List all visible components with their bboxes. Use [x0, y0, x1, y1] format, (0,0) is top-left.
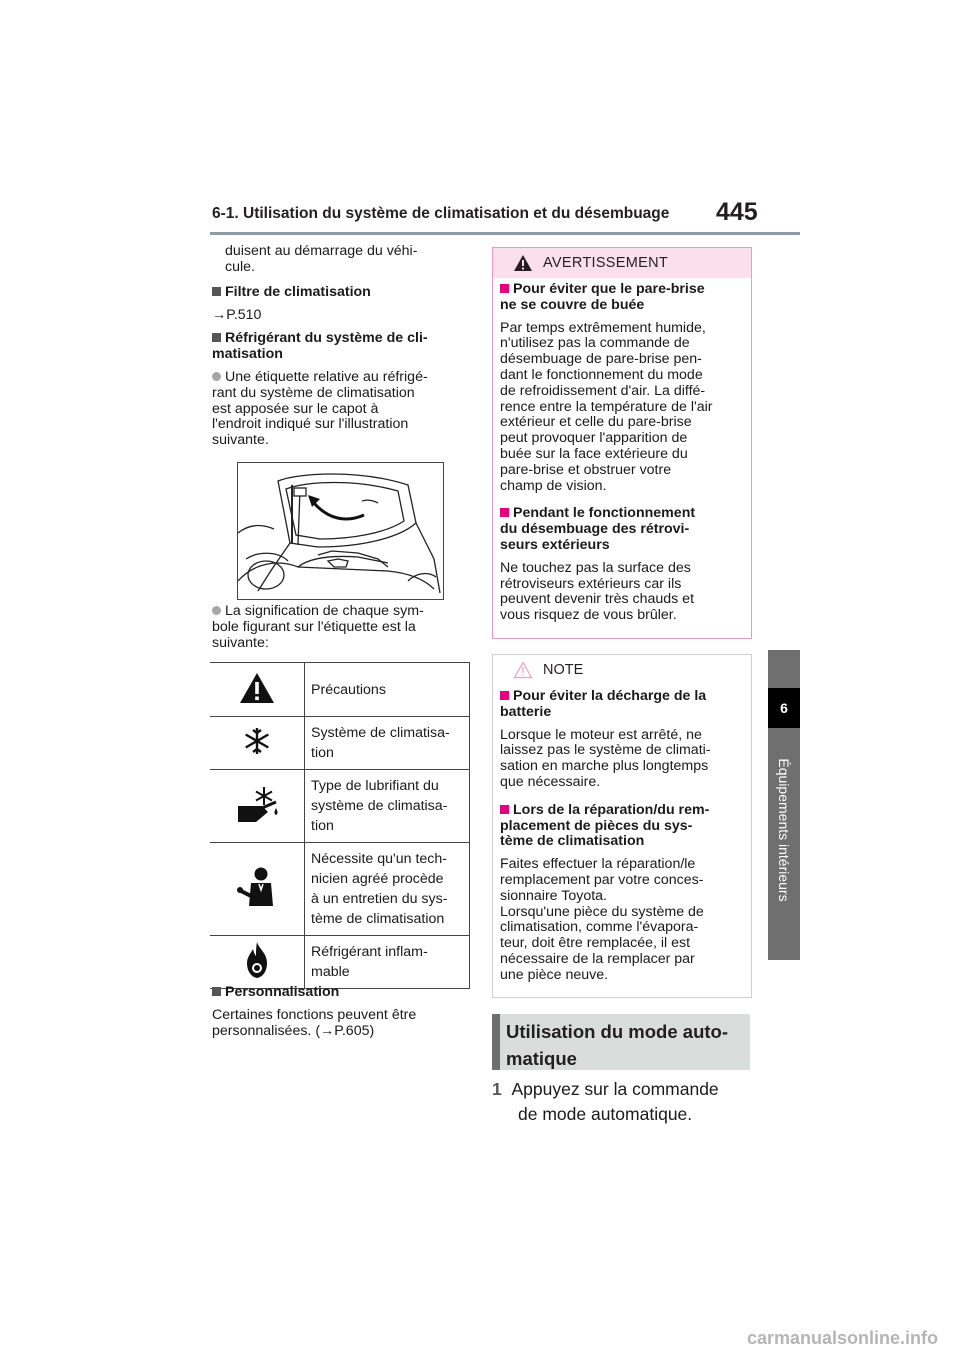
refrigerant-label-bullet: Une étiquette relative au réfrigé- rant du système de climatisation est apposée sur le capot à l'endroit indiqué sur l'illustration suivante. — [212, 369, 428, 449]
warning-text-mirrors: Ne touchez pas la surface des rétroviseurs extérieurs car ils peuvent devenir très chauds et vous risquez de vous brûler. — [500, 559, 695, 624]
flammable-flame-icon — [243, 941, 271, 979]
section-heading: Utilisation du mode auto- matique — [506, 1021, 728, 1069]
square-bullet-icon — [212, 987, 221, 996]
round-bullet-icon — [212, 606, 221, 615]
step-number: 1 — [492, 1079, 502, 1099]
table-row: Système de climatisa- tion — [210, 717, 470, 770]
note-header — [493, 655, 751, 685]
warning-header — [493, 248, 751, 278]
square-bullet-icon — [500, 691, 509, 700]
note-heading-repair: Lors de la réparation/du rem- placement de pièces du sys- tème de climatisation — [500, 801, 710, 850]
table-row: Réfrigérant inflam- mable — [210, 936, 470, 989]
step-1: 1 Appuyez sur la commande de mode automatique. — [492, 1079, 719, 1124]
table-row: Précautions — [210, 663, 470, 717]
table-row: Type de lubrifiant du système de climatisa- tion — [210, 770, 470, 843]
refrigerant-heading: Réfrigérant du système de cli- matisation — [212, 330, 428, 362]
symbol-table — [210, 662, 470, 989]
square-bullet-icon — [212, 287, 221, 296]
customization-text: Certaines fonctions peuvent être personnalisées. (→P.605) — [212, 1007, 417, 1039]
warning-title: AVERTISSEMENT — [543, 255, 669, 271]
table-row: Nécessite qu'un tech- nicien agréé procède à un entretien du sys- tème de climatisation — [210, 843, 470, 936]
section-title: 6-1. Utilisation du système de climatisation et du désembuage — [212, 205, 670, 222]
symbol-meaning-bullet: La signification de chaque sym- bole figurant sur l'étiquette est la suivante: — [212, 603, 424, 651]
technician-icon — [237, 866, 277, 908]
warning-heading-windshield: Pour éviter que le pare-brise ne se couvre de buée — [500, 281, 705, 313]
warning-box — [492, 247, 752, 639]
note-text-battery: Lorsque le moteur est arrêté, ne laissez pas le système de climati- sation en marche plus longtemps que nécessaire. — [500, 726, 711, 790]
filter-ref-link[interactable]: →P.510 — [212, 307, 262, 323]
round-bullet-icon — [212, 372, 221, 381]
watermark: carmanualsonline.info — [746, 1328, 938, 1348]
warning-triangle-icon — [513, 254, 533, 272]
note-box — [492, 654, 752, 998]
customization-heading: Personnalisation — [212, 985, 339, 1001]
chapter-number: 6 — [768, 688, 800, 728]
section-heading-bar — [492, 1014, 500, 1070]
warning-triangle-icon — [239, 672, 275, 704]
snowflake-icon — [242, 726, 272, 756]
hood-label-illustration — [237, 462, 444, 600]
square-bullet-icon — [500, 284, 509, 293]
warning-text-windshield: Par temps extrêmement humide, n'utilisez pas la commande de désembuage de pare-brise pen- dant le fonctionnement du mode de refroidissement d'air. La diffé- rence entre la température de l'air extérieur et celle du pare-brise peut provoquer l'apparition de buée sur la face extérieure du pare-brise et obstruer votre champ de vision. — [500, 319, 713, 494]
note-text-repair: Faites effectuer la réparation/le remplacement par votre conces- sionnaire Toyota. Lorsqu'une pièce du système de climatisation, comme l'évapora- teur, doit être remplacée, il est nécessaire de la remplacer par une pièce neuve. — [500, 856, 704, 983]
oil-can-snowflake-icon — [232, 784, 282, 824]
note-heading-battery: Pour éviter la décharge de la batterie — [500, 688, 707, 720]
square-bullet-icon — [500, 805, 509, 814]
filter-heading: Filtre de climatisation — [212, 285, 371, 301]
square-bullet-icon — [212, 333, 221, 342]
square-bullet-icon — [500, 508, 509, 517]
note-title: NOTE — [543, 662, 584, 678]
page-number: 445 — [716, 198, 758, 226]
warning-heading-mirrors: Pendant le fonctionnement du désembuage des rétrovi- seurs extérieurs — [500, 505, 696, 553]
header-rule — [210, 232, 800, 235]
caution-outline-icon — [513, 661, 533, 679]
chapter-label: Équipements intérieurs — [776, 758, 792, 902]
continued-text: duisent au démarrage du véhi- cule. — [225, 243, 418, 275]
